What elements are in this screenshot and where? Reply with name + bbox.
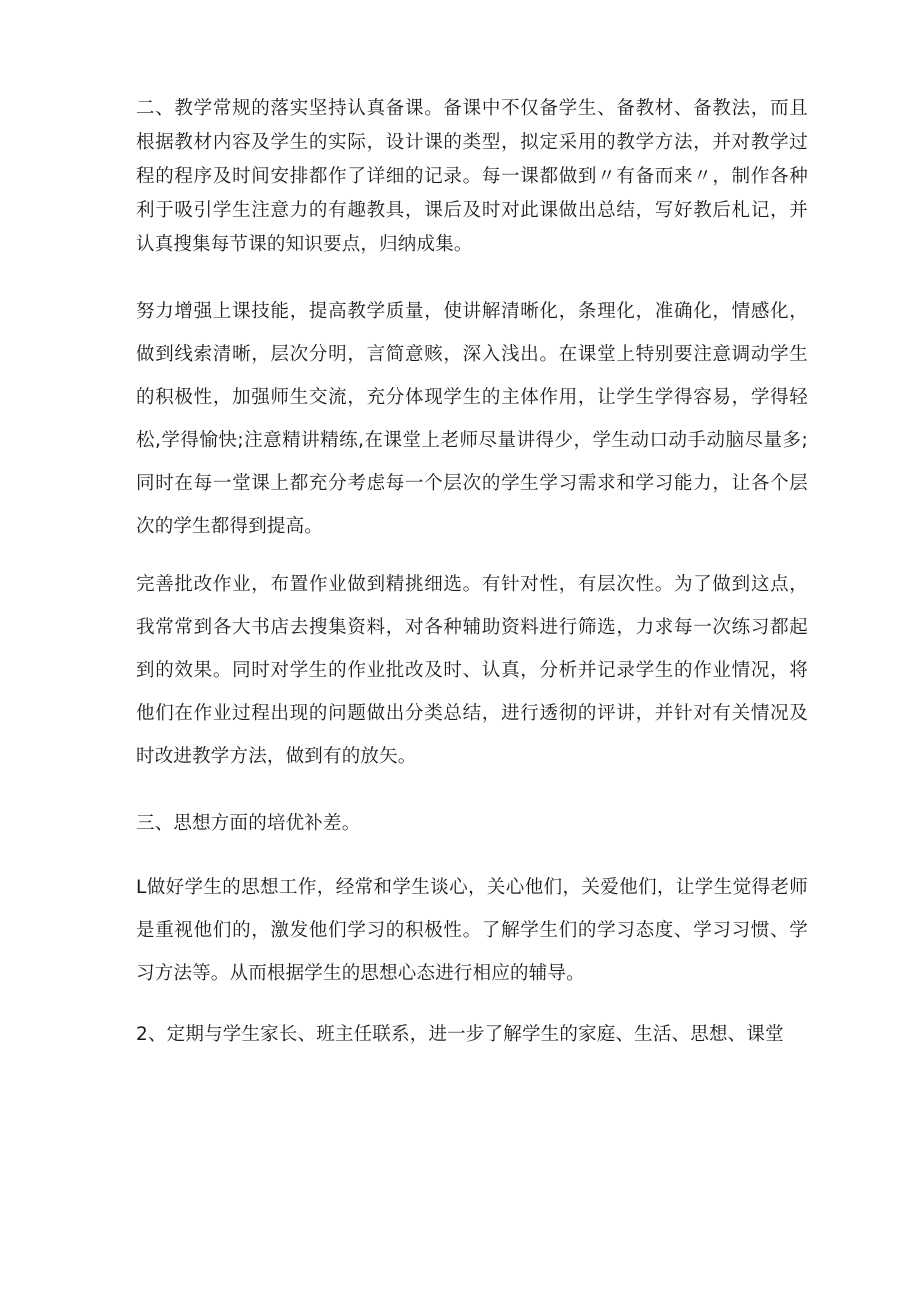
section-heading-tutoring: 三、思想方面的培优补差。 bbox=[136, 813, 361, 834]
list-item-1: L做好学生的思想工作，经常和学生谈心，关心他们，关爱他们，让学生觉得老师是重视他们的，激发他们学习的积极性。了解学生们的学习态度、学习习惯、学习方法等。从而根据学生的思想心态进行相应的辅导。 bbox=[136, 877, 808, 984]
list-item-2: 2、定期与学生家长、班主任联系，进一步了解学生的家庭、生活、思想、课堂 bbox=[136, 1024, 784, 1045]
paragraph-teaching-routine: 二、教学常规的落实坚持认真备课。备课中不仅备学生、备教材、备教法，而且根据教材内容及学生的实际，设计课的类型，拟定采用的教学方法，并对教学过程的程序及时间安排都作了详细的记录。每一课都做到〃有备而来〃，制作各种利于吸引学生注意力的有趣教具，课后及时对此课做出总结，写好教后札记，并认真搜集每节课的知识要点，归纳成集。 bbox=[136, 98, 808, 255]
paragraph-homework: 完善批改作业，布置作业做到精挑细选。有针对性，有层次性。为了做到这点，我常常到各大书店去搜集资料，对各种辅助资料进行筛选，力求每一次练习都起到的效果。同时对学生的作业批改及时、认真，分析并记录学生的作业情况，将他们在作业过程出现的问题做出分类总结，进行透彻的评讲，并针对有关情况及时改进教学方法，做到有的放矢。 bbox=[136, 574, 808, 767]
document-page bbox=[136, 92, 808, 1056]
paragraph-lecture-skills: 努力增强上课技能，提高教学质量，使讲解清晰化，条理化，准确化，情感化，做到线索清晰，层次分明，言简意赅，深入浅出。在课堂上特别要注意调动学生的积极性，加强师生交流，充分体现学生的主体作用，让学生学得容易，学得轻松,学得愉快;注意精讲精练,在课堂上老师尽量讲得少，学生动口动手动脑尽量多;同时在每一堂课上都充分考虑每一个层次的学生学习需求和学习能力，让各个层次的学生都得到提高。 bbox=[136, 301, 808, 537]
